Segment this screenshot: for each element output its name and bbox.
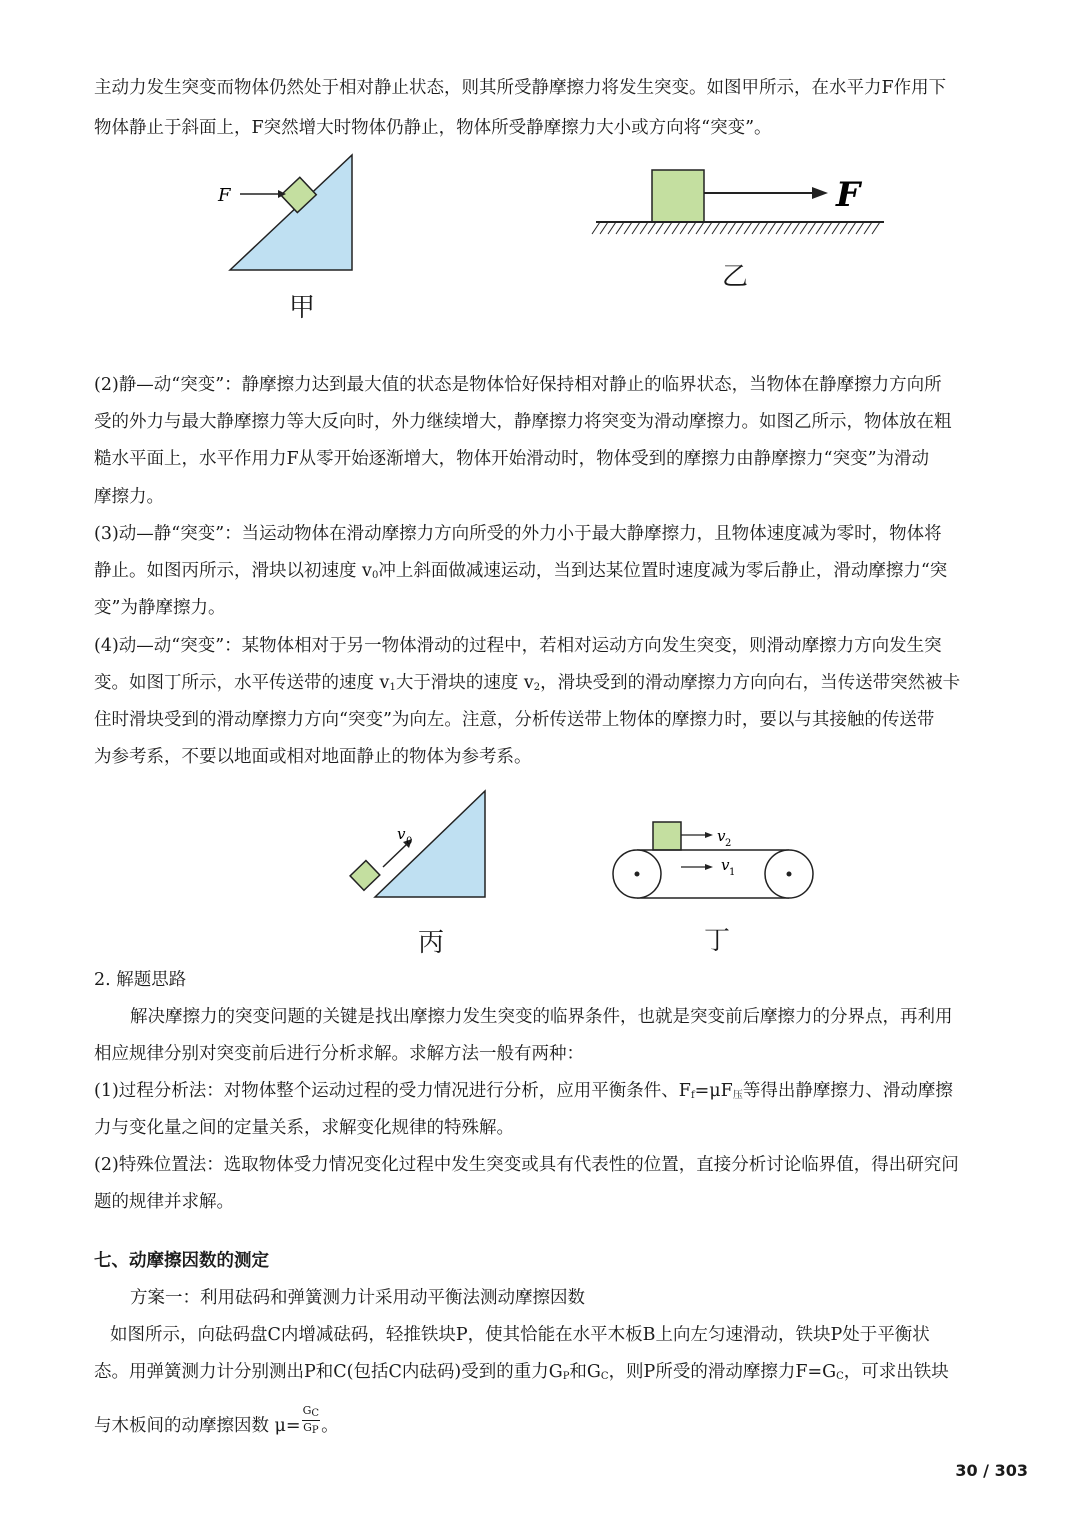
- chapter-heading: 七、动摩擦因数的测定: [94, 1251, 269, 1271]
- text-run: 。: [321, 1416, 339, 1436]
- text-run: 与木板间的动摩擦因数 μ=: [94, 1416, 301, 1436]
- v2-arrowhead: [705, 832, 713, 838]
- text-run: 态。用弹簧测力计分别测出P和C(包括C内砝码)受到的重力G: [94, 1362, 563, 1382]
- figure-bing-incline: [345, 785, 495, 903]
- paragraph-line: 如图所示，向砝码盘C内增减砝码，轻推铁块P，使其恰能在水平木板B上向左匀速滑动，铁块P处于平衡状: [110, 1325, 930, 1345]
- velocity-label: v: [397, 825, 406, 843]
- v2-label: v: [717, 827, 726, 845]
- figure-jia-incline: [210, 150, 370, 280]
- subscript: C: [836, 1371, 844, 1382]
- paragraph-line: [94, 1404, 1034, 1443]
- incline-triangle: [230, 155, 352, 270]
- paragraph-line: 为参考系，不要以地面或相对地面静止的物体为参考系。: [94, 747, 532, 767]
- paragraph-line: 解决摩擦力的突变问题的关键是找出摩擦力发生突变的临界条件，也就是突变前后摩擦力的分界点，再利用: [130, 1007, 953, 1027]
- subscript: 压: [732, 1090, 743, 1101]
- v2-subscript: 2: [725, 838, 732, 849]
- text-run: ，滑块受到的滑动摩擦力方向向右，当传送带突然被卡: [540, 673, 961, 693]
- text-run: 变。如图丁所示，水平传送带的速度 v: [94, 673, 390, 693]
- paragraph-line: [94, 1360, 1034, 1389]
- subscript: C: [600, 1371, 609, 1382]
- paragraph-line: 受的外力与最大静摩擦力等大反向时，外力继续增大，静摩擦力将突变为滑动摩擦力。如图乙所示，物体放在粗: [94, 412, 952, 432]
- paragraph-line: (4)动—动“突变”：某物体相对于另一物体滑动的过程中，若相对运动方向发生突变，则滑动摩擦力方向发生突: [94, 636, 942, 656]
- subscript: P: [562, 1371, 570, 1382]
- left-pulley-axle: [635, 872, 640, 877]
- incline-triangle: [375, 791, 485, 897]
- paragraph-line: 住时滑块受到的滑动摩擦力方向“突变”为向左。注意，分析传送带上物体的摩擦力时，要以与其接触的传送带: [94, 710, 935, 730]
- force-label: F: [218, 185, 231, 206]
- section-title: 2. 解题思路: [94, 970, 187, 990]
- paragraph-line: 变”为静摩擦力。: [94, 598, 226, 618]
- velocity-subscript: 0: [406, 836, 413, 847]
- text-run: 和G: [569, 1362, 601, 1382]
- fraction-denominator: $G_P$: [303, 1421, 319, 1436]
- text-run: 冲上斜面做减速运动，当到达某位置时速度减为零后静止，滑动摩擦力“突: [378, 561, 948, 581]
- text-run: (1)过程分析法：对物体整个运动过程的受力情况进行分析，应用平衡条件、F: [94, 1081, 691, 1101]
- paragraph-line: 题的规律并求解。: [94, 1192, 234, 1212]
- paragraph-line: (2)静—动“突变”：静摩擦力达到最大值的状态是物体恰好保持相对静止的临界状态，当物体在静摩擦力方向所: [94, 375, 942, 395]
- paragraph-line: 力与变化量之间的定量关系，求解变化规律的特殊解。: [94, 1118, 514, 1138]
- right-pulley-axle: [787, 872, 792, 877]
- text-run: ，可求出铁块: [843, 1362, 949, 1382]
- subscript: 0: [371, 570, 379, 581]
- force-label: F: [836, 175, 861, 215]
- subscript: 1: [389, 682, 396, 693]
- paragraph-line: 摩擦力。: [94, 487, 164, 507]
- paragraph-line: (3)动—静“突变”：当运动物体在滑动摩擦力方向所受的外力小于最大静摩擦力，且物体速度减为零时，物体将: [94, 524, 942, 544]
- fraction: [302, 1404, 320, 1437]
- ground-hatching: [592, 222, 880, 234]
- paragraph-line: [94, 559, 1034, 588]
- subscript: 2: [533, 682, 541, 693]
- text-run: 大于滑块的速度 v: [395, 673, 534, 693]
- paragraph-line: 相应规律分别对突变前后进行分析求解。求解方法一般有两种：: [94, 1044, 584, 1064]
- v1-subscript: 1: [729, 867, 736, 878]
- block-on-ground: [652, 170, 704, 222]
- figure-caption-yi: 乙: [722, 262, 749, 292]
- text-run: ，则P所受的滑动摩擦力F=G: [608, 1362, 837, 1382]
- text-run: 静止。如图丙所示，滑块以初速度 v: [94, 561, 372, 581]
- force-arrowhead: [812, 187, 828, 199]
- paragraph-line: 主动力发生突变而物体仍然处于相对静止状态，则其所受静摩擦力将发生突变。如图甲所示，在水平力F作用下: [94, 78, 947, 98]
- paragraph-line: (2)特殊位置法：选取物体受力情况变化过程中发生突变或具有代表性的位置，直接分析讨论临界值，得出研究问: [94, 1155, 959, 1175]
- figure-caption-ding: 丁: [704, 926, 731, 956]
- text-run: =μF: [694, 1081, 733, 1101]
- figure-yi-flat: [590, 160, 890, 242]
- figure-caption-jia: 甲: [289, 293, 316, 323]
- figure-ding-conveyor: [605, 815, 820, 905]
- subscript: f: [690, 1090, 695, 1101]
- v1-arrowhead: [705, 864, 713, 870]
- plan-title: 方案一：利用砝码和弹簧测力计采用动平衡法测动摩擦因数: [130, 1288, 585, 1308]
- paragraph-line: [94, 1079, 1034, 1108]
- paragraph-line: 糙水平面上，水平作用力F从零开始逐渐增大，物体开始滑动时，物体受到的摩擦力由静摩擦力“突变”为滑动: [94, 449, 930, 469]
- page-number: 30 / 303: [955, 1461, 1028, 1480]
- block-on-belt: [653, 822, 681, 850]
- paragraph-line: 物体静止于斜面上，F突然增大时物体仍静止，物体所受静摩擦力大小或方向将“突变”。: [94, 118, 772, 138]
- fraction-numerator: $G_C$: [302, 1404, 320, 1419]
- figure-caption-bing: 丙: [418, 928, 445, 958]
- paragraph-line: [94, 671, 1034, 700]
- text-run: 等得出静摩擦力、滑动摩擦: [742, 1081, 953, 1101]
- block-on-incline: [350, 861, 380, 891]
- v1-label: v: [721, 856, 730, 874]
- velocity-arrow: [383, 844, 407, 867]
